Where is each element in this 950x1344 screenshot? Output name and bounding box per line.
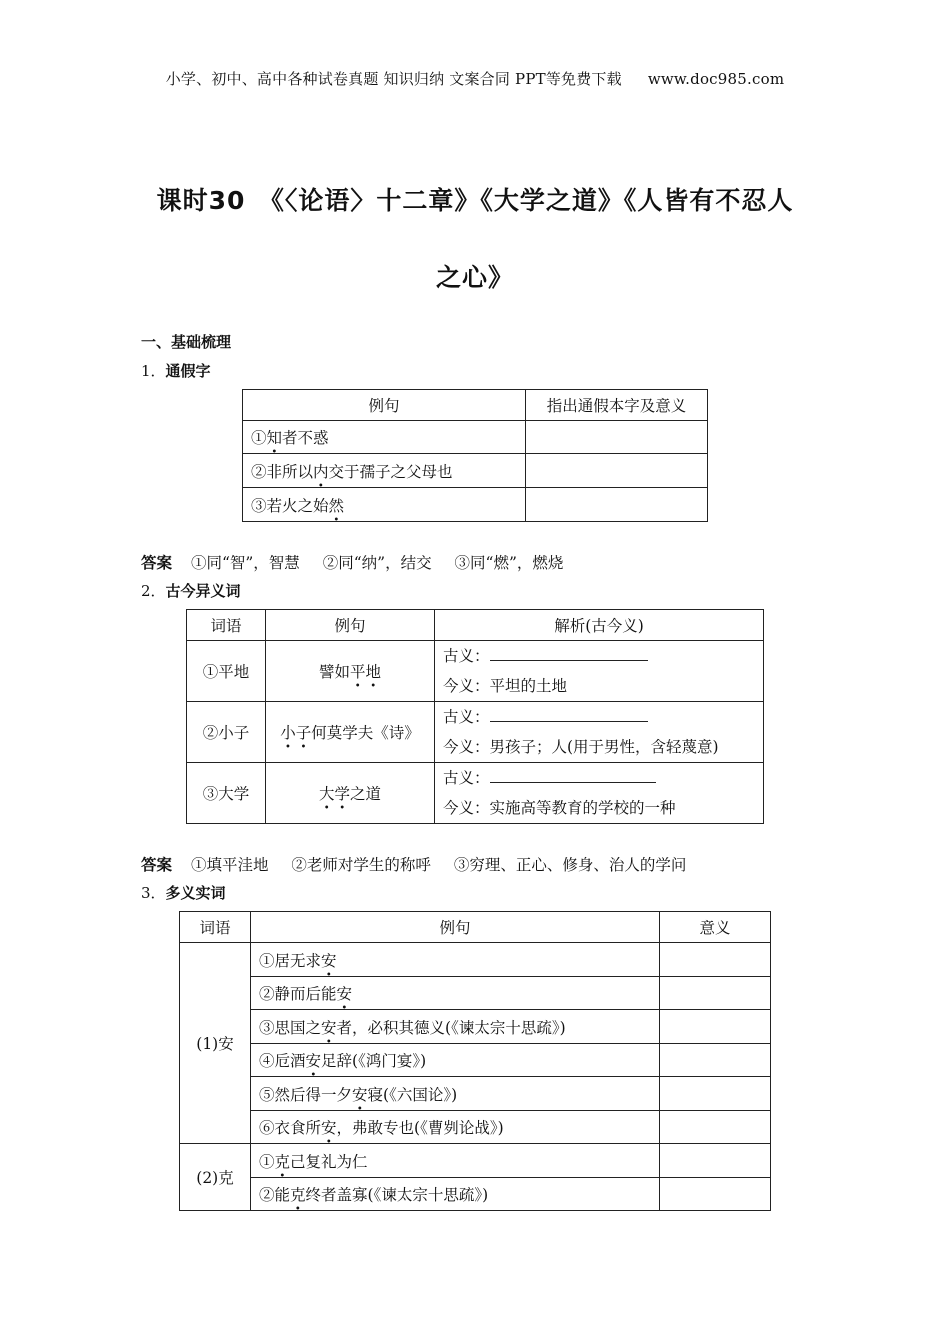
col-header-meaning: 意义 (660, 912, 771, 943)
example-text: ②静而后能 (259, 985, 337, 1003)
answer-blank-cell[interactable] (526, 421, 708, 454)
example-text: 何莫学夫《诗》 (311, 724, 420, 742)
example-cell (251, 977, 660, 1010)
emphasized-char: 安 (321, 1119, 337, 1137)
answer-item: ①填平洼地 (190, 856, 269, 874)
example-text: 交于孺子之父母也 (328, 462, 453, 481)
answer-item: ①同“智”，智慧 (190, 554, 300, 572)
example-cell (243, 488, 526, 522)
table-row (180, 1010, 771, 1044)
table-row (180, 1144, 771, 1178)
example-text: ①居无求 (259, 951, 322, 970)
example-text: ②能 (259, 1186, 291, 1204)
answer-blank-cell[interactable] (660, 977, 771, 1010)
example-cell (266, 641, 435, 702)
answer-label: 答案 (141, 856, 173, 874)
modern-meaning: 今义：平坦的土地 (443, 677, 568, 695)
page-header (0, 68, 950, 89)
answer-blank-cell[interactable] (660, 1010, 771, 1044)
col-header-meaning: 指出通假本字及意义 (526, 390, 708, 421)
ancient-label: 古义： (443, 708, 490, 726)
table-row (187, 641, 764, 702)
emphasized-char: 克 (290, 1186, 306, 1204)
answer-blank-cell[interactable] (660, 1111, 771, 1144)
example-cell (266, 763, 435, 824)
example-text: ① (259, 1152, 275, 1171)
answer-blank-cell[interactable] (660, 1178, 771, 1211)
part3-number: 3． (141, 884, 166, 902)
answer-blank[interactable] (490, 707, 648, 722)
example-text: 者不惑 (282, 429, 329, 447)
modern-meaning: 今义：男孩子；人(用于男性，含轻蔑意) (443, 738, 719, 756)
part1-heading (141, 360, 211, 381)
col-header-analysis: 解析(古今义) (435, 610, 764, 641)
table-row (243, 488, 708, 522)
table-header-row (180, 912, 771, 943)
ancient-label: 古义： (443, 769, 490, 787)
table-row (180, 1111, 771, 1144)
example-cell (243, 421, 526, 454)
example-text: ④卮酒 (259, 1052, 306, 1070)
emphasized-char: 安 (305, 1052, 322, 1070)
example-cell (266, 702, 435, 763)
col-header-word: 词语 (180, 912, 251, 943)
table-header-row (243, 390, 708, 421)
col-header-example: 例句 (266, 610, 435, 641)
analysis-cell (435, 702, 764, 763)
answer-item: ③穷理、正心、修身、治人的学问 (453, 856, 687, 874)
ancient-meaning-line (443, 763, 755, 793)
header-text: 小学、初中、高中各种试卷真题 知识归纳 文案合同 PPT等免费下载 (165, 70, 622, 88)
example-text: ① (251, 429, 267, 447)
guyin-table (186, 609, 764, 824)
example-text: 譬如 (318, 663, 350, 681)
emphasized-char: 小 (280, 724, 296, 742)
emphasized-char: 克 (274, 1152, 291, 1171)
example-cell (251, 1010, 660, 1044)
emphasized-char: 然 (328, 496, 345, 515)
table-row (180, 1178, 771, 1211)
answer-blank-cell[interactable] (660, 1044, 771, 1077)
example-cell (243, 454, 526, 488)
answer-blank[interactable] (490, 768, 656, 783)
answer-blank[interactable] (490, 646, 648, 661)
answer-item: ③同“燃”，燃烧 (454, 554, 564, 572)
word-cell: ②小子 (187, 702, 266, 763)
example-text: ⑥衣食所 (259, 1119, 322, 1137)
example-text: 足辞(《鸿门宴》) (321, 1052, 427, 1070)
part1-answer (141, 551, 581, 573)
emphasized-char: 平 (349, 663, 366, 681)
table-row (187, 763, 764, 824)
emphasized-char: 安 (321, 1018, 337, 1037)
col-header-word: 词语 (187, 610, 266, 641)
analysis-cell (435, 641, 764, 702)
emphasized-char: 子 (295, 724, 312, 742)
ancient-label: 古义： (443, 647, 490, 665)
emphasized-char: 知 (266, 429, 283, 447)
part2-heading (141, 580, 241, 601)
example-text: 之道 (350, 785, 382, 803)
answer-label: 答案 (141, 554, 173, 572)
col-header-example: 例句 (243, 390, 526, 421)
table-row (243, 421, 708, 454)
modern-meaning: 今义：实施高等教育的学校的一种 (443, 799, 676, 817)
table-row (243, 454, 708, 488)
answer-item: ②同“纳”，结交 (322, 554, 432, 572)
table-row (180, 943, 771, 977)
example-text: ⑤然后得一夕 (259, 1085, 353, 1104)
emphasized-char: 安 (352, 1085, 368, 1104)
example-text: 寝(《六国论》) (367, 1085, 458, 1104)
answer-blank-cell[interactable] (660, 1077, 771, 1111)
example-cell (251, 1111, 660, 1144)
table-row (180, 1077, 771, 1111)
emphasized-char: 学 (334, 785, 350, 803)
example-cell (251, 1144, 660, 1178)
example-cell (251, 1077, 660, 1111)
tongjia-table (242, 389, 708, 522)
example-text: 己复礼为仁 (290, 1152, 368, 1171)
part2-number: 2． (141, 582, 166, 600)
table-row (180, 977, 771, 1010)
emphasized-char: 安 (336, 985, 353, 1003)
part3-title: 多义实词 (165, 884, 226, 902)
table-row (187, 702, 764, 763)
table-header-row (187, 610, 764, 641)
duoyi-table (179, 911, 771, 1211)
answer-blank-cell[interactable] (660, 1144, 771, 1178)
answer-blank-cell[interactable] (660, 943, 771, 977)
ancient-meaning-line (443, 641, 755, 671)
lesson-title-line2: 之心》 (435, 263, 514, 292)
example-text: 者，必积其德义(《谏太宗十思疏》) (336, 1018, 566, 1037)
emphasized-char: 安 (321, 951, 337, 970)
table-row (180, 1044, 771, 1077)
part2-answer (141, 853, 704, 875)
example-text: ，弗敢专也(《曹刿论战》) (336, 1119, 504, 1137)
example-text: ②非所以 (251, 462, 314, 481)
example-text: ③若火之始 (251, 496, 329, 515)
analysis-cell (435, 763, 764, 824)
example-cell (251, 1178, 660, 1211)
example-cell (251, 1044, 660, 1077)
emphasized-char: 内 (313, 462, 329, 481)
col-header-example: 例句 (251, 912, 660, 943)
lesson-title-line1: 课时30 《〈论语〉十二章》《大学之道》《人皆有不忍人 (156, 186, 794, 215)
word-cell: ①平地 (187, 641, 266, 702)
word-cell: (1)安 (180, 943, 251, 1144)
part1-title: 通假字 (165, 362, 211, 380)
header-url[interactable]: www.doc985.com (647, 70, 785, 88)
answer-blank-cell[interactable] (526, 488, 708, 522)
emphasized-char: 地 (365, 663, 382, 681)
part2-title: 古今异义词 (165, 582, 241, 600)
word-cell: (2)克 (180, 1144, 251, 1211)
part1-number: 1． (141, 362, 166, 380)
answer-blank-cell[interactable] (526, 454, 708, 488)
word-cell: ③大学 (187, 763, 266, 824)
example-cell (251, 943, 660, 977)
ancient-meaning-line (443, 702, 755, 732)
section-heading-basics: 一、基础梳理 (141, 333, 232, 351)
example-text: 终者盖寡(《谏太宗十思疏》) (305, 1186, 489, 1204)
emphasized-char: 大 (318, 785, 335, 803)
answer-item: ②老师对学生的称呼 (291, 856, 431, 874)
example-text: ③思国之 (259, 1018, 322, 1037)
part3-heading (141, 882, 226, 903)
